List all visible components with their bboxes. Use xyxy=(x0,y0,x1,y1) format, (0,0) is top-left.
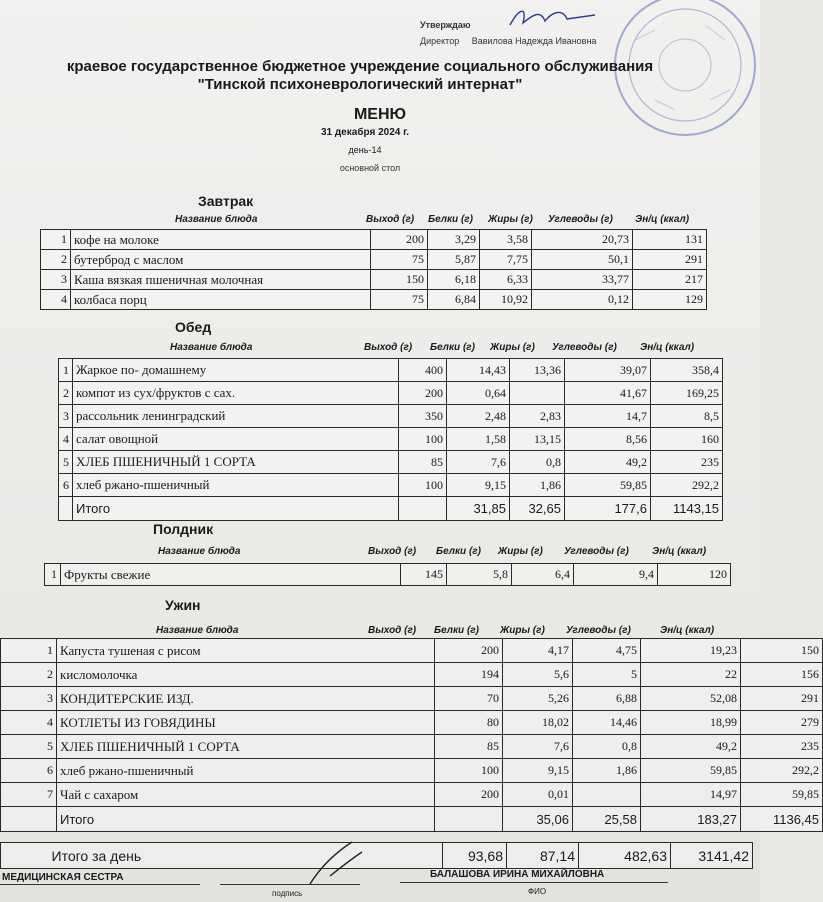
dish-name: Капуста тушеная с рисом xyxy=(57,639,435,663)
snack-table xyxy=(44,563,731,586)
row-number: 2 xyxy=(59,382,73,405)
dish-protein: 3,29 xyxy=(428,230,480,250)
menu-row xyxy=(59,359,723,382)
dish-energy: 292,2 xyxy=(741,759,823,783)
approval-label: Утверждаю xyxy=(420,20,471,30)
header-carbs: Углеводы (г) xyxy=(552,342,617,353)
header-carbs: Углеводы (г) xyxy=(566,625,631,636)
header-energy: Эн/ц (ккал) xyxy=(635,214,690,225)
menu-row xyxy=(1,663,823,687)
dish-name: кисломолочка xyxy=(57,663,435,687)
header-yield: Выход (г) xyxy=(368,625,417,636)
dinner-column-headers xyxy=(0,625,760,639)
menu-row xyxy=(59,428,723,451)
dish-yield: 85 xyxy=(399,451,447,474)
dish-fat: 13,15 xyxy=(510,428,565,451)
snack-column-headers xyxy=(0,546,760,560)
dish-name: хлеб ржано-пшеничный xyxy=(57,759,435,783)
dish-carbs: 49,2 xyxy=(641,735,741,759)
menu-row xyxy=(1,735,823,759)
dish-energy: 160 xyxy=(651,428,723,451)
snack-title: Полдник xyxy=(153,521,214,537)
header-name: Название блюда xyxy=(170,342,253,353)
fio-caption: ФИО xyxy=(528,887,547,896)
dish-fat: 14,46 xyxy=(573,711,641,735)
dish-energy: 291 xyxy=(741,687,823,711)
nurse-line xyxy=(0,884,200,885)
dish-protein: 5,26 xyxy=(503,687,573,711)
row-number: 3 xyxy=(59,405,73,428)
dish-name: Фрукты свежие xyxy=(61,564,401,586)
row-number: 5 xyxy=(59,451,73,474)
dish-name: КОТЛЕТЫ ИЗ ГОВЯДИНЫ xyxy=(57,711,435,735)
dish-carbs: 33,77 xyxy=(532,270,633,290)
menu-row xyxy=(41,250,707,270)
row-number: 4 xyxy=(1,711,57,735)
header-yield: Выход (г) xyxy=(364,342,413,353)
header-protein: Белки (г) xyxy=(436,546,481,557)
menu-row xyxy=(1,687,823,711)
menu-day: день-14 xyxy=(348,145,382,155)
dish-protein: 6,18 xyxy=(428,270,480,290)
dish-yield: 200 xyxy=(435,639,503,663)
dish-energy: 156 xyxy=(741,663,823,687)
dish-fat: 5 xyxy=(573,663,641,687)
dish-protein: 9,15 xyxy=(503,759,573,783)
dish-carbs: 22 xyxy=(641,663,741,687)
lunch-table xyxy=(58,358,723,521)
approval-block xyxy=(420,20,597,46)
dish-energy: 291 xyxy=(633,250,707,270)
dish-name: колбаса порц xyxy=(71,290,371,310)
lunch-column-headers xyxy=(0,342,760,356)
header-name: Название блюда xyxy=(175,214,258,225)
dish-yield: 200 xyxy=(371,230,428,250)
dish-energy: 120 xyxy=(658,564,731,586)
dish-yield: 75 xyxy=(371,290,428,310)
dish-name: рассольник ленинградский xyxy=(73,405,399,428)
dish-protein: 9,15 xyxy=(447,474,510,497)
dish-yield: 100 xyxy=(399,474,447,497)
dish-yield: 100 xyxy=(399,428,447,451)
dish-fat: 1,86 xyxy=(510,474,565,497)
dish-name: хлеб ржано-пшеничный xyxy=(73,474,399,497)
day-total-carbs: 482,63 xyxy=(579,843,671,869)
dish-energy: 217 xyxy=(633,270,707,290)
dish-energy: 279 xyxy=(741,711,823,735)
day-total-protein: 93,68 xyxy=(443,843,507,869)
dish-energy: 59,85 xyxy=(741,783,823,807)
row-number: 1 xyxy=(1,639,57,663)
header-energy: Эн/ц (ккал) xyxy=(640,342,695,353)
header-fat: Жиры (г) xyxy=(498,546,543,557)
dish-fat: 4,75 xyxy=(573,639,641,663)
day-total-label: Итого за день xyxy=(49,843,443,869)
dish-name: ХЛЕБ ПШЕНИЧНЫЙ 1 СОРТА xyxy=(57,735,435,759)
row-number: 5 xyxy=(1,735,57,759)
header-yield: Выход (г) xyxy=(368,546,417,557)
total-protein: 35,06 xyxy=(503,807,573,832)
dinner-table xyxy=(0,638,823,832)
dish-carbs: 14,7 xyxy=(565,405,651,428)
total-number-cell xyxy=(1,807,57,832)
dish-fat xyxy=(573,783,641,807)
menu-row xyxy=(41,290,707,310)
dish-protein: 1,58 xyxy=(447,428,510,451)
menu-row xyxy=(41,230,707,250)
header-carbs: Углеводы (г) xyxy=(548,214,613,225)
dish-protein: 0,01 xyxy=(503,783,573,807)
dish-fat: 2,83 xyxy=(510,405,565,428)
dish-protein: 14,43 xyxy=(447,359,510,382)
row-number: 7 xyxy=(1,783,57,807)
header-protein: Белки (г) xyxy=(430,342,475,353)
menu-row xyxy=(45,564,731,586)
row-number: 6 xyxy=(59,474,73,497)
header-protein: Белки (г) xyxy=(434,625,479,636)
dish-fat: 7,75 xyxy=(480,250,532,270)
table-kind: основной стол xyxy=(339,163,401,173)
dish-fat: 0,8 xyxy=(573,735,641,759)
breakfast-title: Завтрак xyxy=(198,193,254,209)
total-label: Итого xyxy=(57,807,435,832)
dish-carbs: 0,12 xyxy=(532,290,633,310)
header-carbs: Углеводы (г) xyxy=(564,546,629,557)
dish-yield: 200 xyxy=(435,783,503,807)
dish-carbs: 59,85 xyxy=(565,474,651,497)
row-number: 6 xyxy=(1,759,57,783)
row-number: 1 xyxy=(41,230,71,250)
total-row xyxy=(1,807,823,832)
total-energy: 1143,15 xyxy=(651,497,723,521)
dish-carbs: 49,2 xyxy=(565,451,651,474)
total-protein: 31,85 xyxy=(447,497,510,521)
dish-protein: 5,6 xyxy=(503,663,573,687)
dish-protein: 7,6 xyxy=(447,451,510,474)
dish-name: Чай с сахаром xyxy=(57,783,435,807)
dish-carbs: 14,97 xyxy=(641,783,741,807)
dish-name: ХЛЕБ ПШЕНИЧНЫЙ 1 СОРТА xyxy=(73,451,399,474)
dish-name: салат овощной xyxy=(73,428,399,451)
menu-title: МЕНЮ xyxy=(353,106,407,123)
dish-yield: 70 xyxy=(435,687,503,711)
day-total-fat: 87,14 xyxy=(507,843,579,869)
menu-row xyxy=(1,711,823,735)
dish-protein: 5,87 xyxy=(428,250,480,270)
day-total-energy: 3141,42 xyxy=(671,843,753,869)
breakfast-column-headers xyxy=(0,214,760,228)
total-number-cell xyxy=(59,497,73,521)
header-energy: Эн/ц (ккал) xyxy=(652,546,707,557)
dish-carbs: 8,56 xyxy=(565,428,651,451)
dish-energy: 235 xyxy=(651,451,723,474)
organization-name: краевое государственное бюджетное учреждение социального обслуживания "Тинской психоневрологический интернат" xyxy=(66,58,654,93)
director-signature-icon xyxy=(505,5,600,35)
dish-protein: 0,64 xyxy=(447,382,510,405)
dish-carbs: 50,1 xyxy=(532,250,633,270)
dish-protein: 2,48 xyxy=(447,405,510,428)
dish-yield: 200 xyxy=(399,382,447,405)
dish-energy: 129 xyxy=(633,290,707,310)
menu-row xyxy=(1,783,823,807)
menu-row xyxy=(59,451,723,474)
total-yield-cell xyxy=(399,497,447,521)
responsible-person: БАЛАШОВА ИРИНА МИХАЙЛОВНА xyxy=(430,869,605,880)
total-row xyxy=(59,497,723,521)
total-carbs: 177,6 xyxy=(565,497,651,521)
dish-fat: 13,36 xyxy=(510,359,565,382)
header-protein: Белки (г) xyxy=(428,214,473,225)
total-label: Итого xyxy=(73,497,399,521)
dish-yield: 150 xyxy=(371,270,428,290)
day-total-row xyxy=(1,843,753,869)
dish-carbs: 59,85 xyxy=(641,759,741,783)
dish-name: бутерброд с маслом xyxy=(71,250,371,270)
dish-fat: 10,92 xyxy=(480,290,532,310)
dish-fat: 6,33 xyxy=(480,270,532,290)
dish-energy: 292,2 xyxy=(651,474,723,497)
total-yield-cell xyxy=(435,807,503,832)
dish-protein: 7,6 xyxy=(503,735,573,759)
dish-energy: 131 xyxy=(633,230,707,250)
dish-yield: 350 xyxy=(399,405,447,428)
dish-protein: 6,84 xyxy=(428,290,480,310)
dish-yield: 194 xyxy=(435,663,503,687)
header-fat: Жиры (г) xyxy=(490,342,535,353)
dish-carbs: 41,67 xyxy=(565,382,651,405)
dish-fat: 1,86 xyxy=(573,759,641,783)
dish-yield: 85 xyxy=(435,735,503,759)
dish-name: Каша вязкая пшеничная молочная xyxy=(71,270,371,290)
dish-energy: 169,25 xyxy=(651,382,723,405)
header-name: Название блюда xyxy=(158,546,241,557)
dish-yield: 75 xyxy=(371,250,428,270)
dish-yield: 100 xyxy=(435,759,503,783)
person-line xyxy=(400,882,668,883)
header-energy: Эн/ц (ккал) xyxy=(660,625,715,636)
nurse-signature-icon xyxy=(300,838,370,888)
header-yield: Выход (г) xyxy=(366,214,415,225)
dish-energy: 150 xyxy=(741,639,823,663)
dish-name: КОНДИТЕРСКИЕ ИЗД. xyxy=(57,687,435,711)
dish-yield: 400 xyxy=(399,359,447,382)
menu-date: 31 декабря 2024 г. xyxy=(320,127,410,138)
row-number: 1 xyxy=(45,564,61,586)
menu-row xyxy=(59,382,723,405)
dish-carbs: 39,07 xyxy=(565,359,651,382)
approval-name: Вавилова Надежда Ивановна xyxy=(471,36,597,46)
dish-name: Жаркое по- домашнему xyxy=(73,359,399,382)
header-fat: Жиры (г) xyxy=(500,625,545,636)
dish-yield: 80 xyxy=(435,711,503,735)
row-number: 4 xyxy=(59,428,73,451)
total-energy: 1136,45 xyxy=(741,807,823,832)
menu-row xyxy=(59,474,723,497)
total-fat: 25,58 xyxy=(573,807,641,832)
header-fat: Жиры (г) xyxy=(488,214,533,225)
dish-name: кофе на молоке xyxy=(71,230,371,250)
dish-energy: 235 xyxy=(741,735,823,759)
dish-carbs: 20,73 xyxy=(532,230,633,250)
dish-fat: 3,58 xyxy=(480,230,532,250)
dish-protein: 5,8 xyxy=(447,564,512,586)
row-number: 2 xyxy=(1,663,57,687)
dish-carbs: 52,08 xyxy=(641,687,741,711)
dish-carbs: 9,4 xyxy=(574,564,658,586)
menu-row xyxy=(59,405,723,428)
menu-row xyxy=(41,270,707,290)
dish-yield: 145 xyxy=(401,564,447,586)
row-number: 3 xyxy=(1,687,57,711)
header-name: Название блюда xyxy=(156,625,239,636)
dish-carbs: 19,23 xyxy=(641,639,741,663)
menu-row xyxy=(1,759,823,783)
nurse-label: МЕДИЦИНСКАЯ СЕСТРА xyxy=(2,872,124,883)
breakfast-table xyxy=(40,229,707,310)
row-number: 4 xyxy=(41,290,71,310)
dish-carbs: 18,99 xyxy=(641,711,741,735)
row-number: 2 xyxy=(41,250,71,270)
signature-caption: подпись xyxy=(272,889,303,898)
dish-protein: 18,02 xyxy=(503,711,573,735)
dish-name: компот из сух/фруктов с сах. xyxy=(73,382,399,405)
dish-fat: 6,4 xyxy=(512,564,574,586)
dish-fat: 0,8 xyxy=(510,451,565,474)
row-number: 3 xyxy=(41,270,71,290)
approval-position: Директор xyxy=(420,36,460,46)
dish-fat xyxy=(510,382,565,405)
total-fat: 32,65 xyxy=(510,497,565,521)
dish-energy: 8,5 xyxy=(651,405,723,428)
dish-energy: 358,4 xyxy=(651,359,723,382)
dinner-title: Ужин xyxy=(165,597,201,613)
menu-row xyxy=(1,639,823,663)
total-carbs: 183,27 xyxy=(641,807,741,832)
day-total-table xyxy=(0,842,753,869)
lunch-title: Обед xyxy=(175,319,212,335)
dish-fat: 6,88 xyxy=(573,687,641,711)
dish-protein: 4,17 xyxy=(503,639,573,663)
row-number: 1 xyxy=(59,359,73,382)
